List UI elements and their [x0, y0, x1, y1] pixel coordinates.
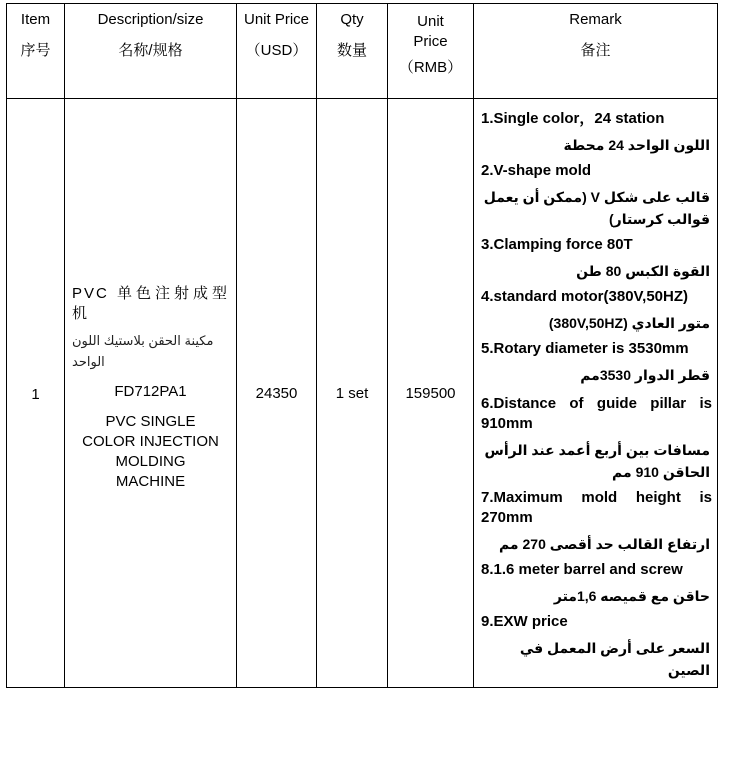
remark-8-en: 8.1.6 meter barrel and screw — [481, 561, 683, 578]
remark-4-ar: متور العادي (380V,50HZ) — [548, 315, 710, 331]
header-row — [7, 4, 718, 99]
header-unit-price-rmb-en2: Price — [413, 33, 448, 50]
table-row — [7, 99, 718, 688]
item-number: 1 — [7, 99, 65, 688]
remark-2-en: 2.V-shape mold — [481, 162, 592, 179]
remark-9-ar: السعر على أرض المعمل في الصين — [519, 640, 710, 678]
remark-6-ar: مسافات بين أربع أعمد عند الرأس الحاقن 910 مم — [484, 442, 710, 480]
header-item-cn: 序号 — [20, 42, 51, 59]
remark-1-en: 1.Single color，24 station — [481, 110, 665, 127]
header-unit-price-usd-cn: （USD） — [245, 42, 308, 59]
remark-7-ar: ارتفاع القالب حد أقصى 270 مم — [498, 536, 710, 552]
remark-5-en: 5.Rotary diameter is 3530mm — [481, 340, 689, 357]
remark-cell — [474, 99, 718, 688]
description-cn: PVC 单色注射成型机 — [72, 285, 229, 322]
description-en: PVC SINGLE COLOR INJECTION MOLDING MACHINE — [82, 413, 219, 490]
remark-2-ar: قالب على شكل V (ممكن أن يعمل قوالب كرستار) — [483, 189, 710, 227]
remark-8-ar: حاقن مع قميصه 1,6متر — [553, 588, 710, 604]
quantity: 1 set — [317, 99, 388, 688]
unit-price-usd: 24350 — [237, 99, 317, 688]
header-unit-price-rmb-cn: （RMB） — [398, 59, 463, 76]
description-ar: مكينة الحقن بلاستيك اللون الواحد — [72, 333, 214, 369]
header-qty — [317, 4, 388, 99]
description-cell — [65, 99, 237, 688]
remark-3-en: 3.Clamping force 80T — [481, 236, 633, 253]
header-unit-price-rmb-en: Unit — [417, 13, 444, 30]
remark-7-en: 7.Maximum mold height is 270mm — [481, 489, 712, 526]
remark-9-en: 9.EXW price — [481, 613, 568, 630]
remark-4-en: 4.standard motor(380V,50HZ) — [481, 288, 689, 305]
remark-5-ar: قطر الدوار 3530مم — [580, 367, 710, 383]
header-remark — [474, 4, 718, 99]
header-remark-cn: 备注 — [580, 42, 611, 59]
header-remark-en: Remark — [569, 11, 622, 28]
header-description-cn: 名称/规格 — [118, 42, 183, 59]
header-description — [65, 4, 237, 99]
remark-3-ar: القوة الكبس 80 طن — [576, 263, 710, 279]
header-item-en: Item — [20, 11, 51, 28]
remark-1-ar: اللون الواحد 24 محطة — [563, 137, 710, 153]
header-unit-price-rmb — [388, 4, 474, 99]
unit-price-rmb: 159500 — [388, 99, 474, 688]
header-unit-price-usd — [237, 4, 317, 99]
header-item — [7, 4, 65, 99]
header-qty-en: Qty — [340, 11, 364, 28]
header-description-en: Description/size — [97, 11, 204, 28]
remark-6-en: 6.Distance of guide pillar is 910mm — [481, 395, 712, 432]
header-unit-price-usd-en: Unit Price — [243, 11, 310, 28]
header-qty-cn: 数量 — [336, 42, 367, 59]
quotation-table — [6, 3, 718, 688]
model-code: FD712PA1 — [114, 383, 187, 400]
